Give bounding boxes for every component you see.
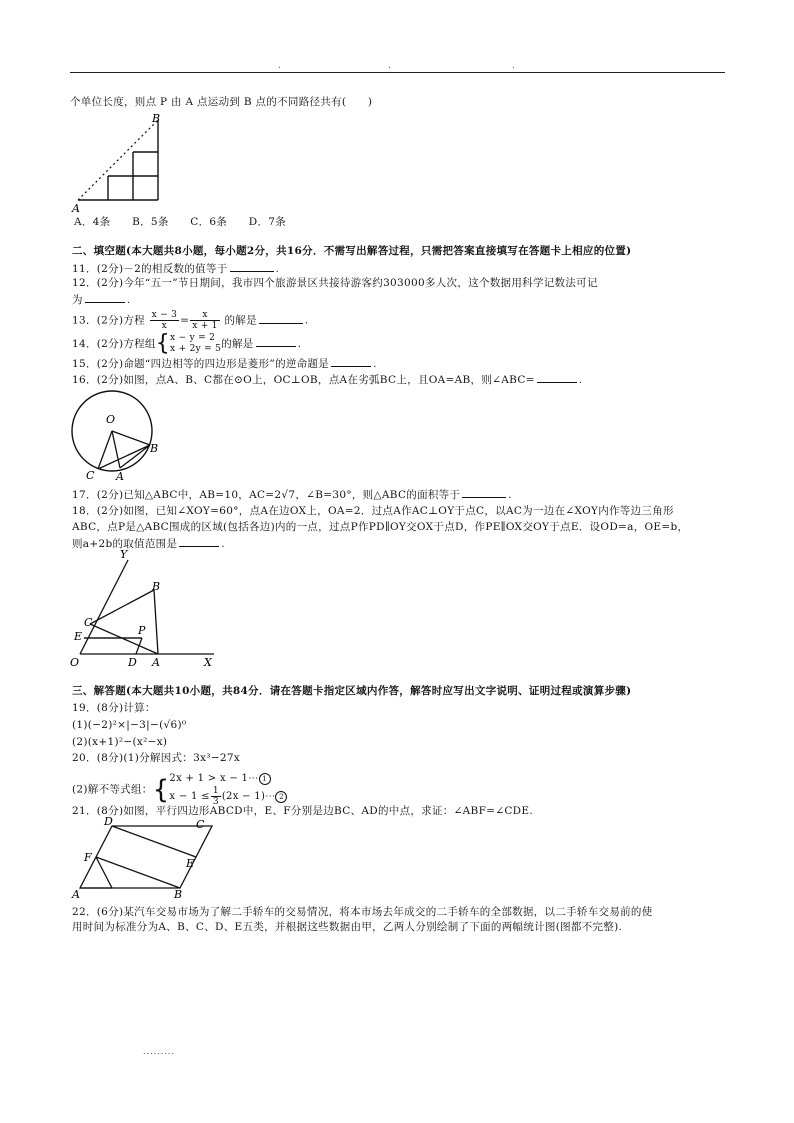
- q16-label-a: A: [116, 470, 124, 482]
- q14-eq1: x − y = 2: [170, 333, 216, 343]
- q18-line1: 18．(2分)如图，已知∠XOY=60°，点A在边OX上，OA=2．过点A作AC⊥OY于点C，以AC为一边在∠XOY内作等边三角形: [72, 505, 674, 517]
- q21-parallelogram-figure: [66, 814, 226, 902]
- q13-f1-den: x: [161, 321, 168, 331]
- section3-heading: 三、解答题(本大题共10小题，共84分．请在答题卡指定区域内作答，解答时应写出文字说明、证明过程或演算步骤): [72, 685, 632, 697]
- footer-dots: .........: [143, 1047, 175, 1056]
- q13-suffix: 的解是: [224, 314, 257, 327]
- header-dot: .: [388, 61, 391, 71]
- q16: [72, 373, 582, 387]
- q14-prefix: 14．(2分)方程组: [72, 338, 156, 350]
- header-dot: .: [512, 61, 515, 71]
- q16-text: 16．(2分)如图，点A、B、C都在⊙O上，OC⊥OB，点A在劣弧BC上，且OA=AB，则∠ABC=: [72, 374, 535, 386]
- q22-line2: 用时间为标准分为A、B、C、D、E五类，并根据这些数据由甲，乙两人分别绘制了下面的两幅统计图(图都不完整).: [72, 921, 623, 933]
- q16-blank: [537, 373, 577, 383]
- q11-end: .: [275, 263, 280, 275]
- q18-label-b: B: [152, 580, 161, 593]
- q18-label-a: A: [152, 656, 160, 669]
- q16-circle-figure: [66, 386, 166, 482]
- q21-label-b: B: [174, 888, 183, 901]
- q14-end: .: [297, 338, 302, 350]
- q18-label-e: E: [74, 630, 83, 643]
- q13-f2-den: x + 1: [192, 321, 218, 331]
- q12-line2: [72, 293, 130, 307]
- q18-label-x: X: [204, 656, 212, 669]
- q20-mark-2: 2: [275, 791, 287, 803]
- q18-label-o: O: [70, 656, 80, 669]
- q19-title: 19．(8分)计算：: [72, 702, 156, 714]
- q18-label-c: C: [84, 616, 93, 629]
- q21-label-e: E: [186, 857, 195, 870]
- header-rule: [70, 72, 725, 73]
- q10-label-a: A: [72, 202, 80, 214]
- q19-part1: (1)(−2)²×|−3|−(√6)⁰: [72, 719, 187, 731]
- q13-f1-num: x − 3: [151, 310, 178, 320]
- q10-options: A．4条 B．5条 C．6条 D．7条: [74, 216, 287, 228]
- q20-brace: {: [152, 774, 170, 805]
- q14-brace: {: [155, 331, 171, 356]
- q11-blank: [230, 262, 274, 272]
- q20-mark-1: 1: [259, 773, 271, 785]
- q15: [72, 357, 377, 371]
- q20-frac-den: 3: [212, 797, 219, 807]
- q18-angle-figure: [66, 546, 226, 672]
- q13-f2-num: x: [190, 310, 220, 321]
- q11-text: 11．(2分)－2的相反数的值等于: [72, 263, 228, 275]
- q12-end: .: [126, 294, 131, 306]
- q18-label-y: Y: [120, 548, 128, 561]
- q13-prefix: 13．(2分)方程: [72, 314, 145, 327]
- q20-ineq2-b: (2x − 1)⋯: [221, 791, 276, 802]
- q20-ineq1: 2x + 1 > x − 1⋯: [169, 773, 259, 784]
- q13-end: .: [304, 314, 309, 327]
- q12-line1: 12．(2分)今年“五一”节日期间，我市四个旅游景区共接待游客约303000多人次，这个数据用科学记数法可记: [72, 277, 598, 289]
- q15-text: 15．(2分)命题“四边相等的四边形是菱形”的逆命题是: [72, 358, 330, 370]
- q14: [72, 333, 301, 355]
- q17-end: .: [508, 489, 512, 501]
- q17-text: 17．(2分)已知△ABC中，AB=10，AC=2√7，∠B=30°，则△ABC的面积等于: [72, 489, 461, 501]
- q13-eq: =: [180, 314, 190, 327]
- q17-blank: [462, 488, 506, 498]
- q18-prefix: 则a+2b的取值范围是: [72, 538, 178, 550]
- q15-blank: [331, 357, 371, 367]
- q10-text: 个单位长度，则点 P 由 A 点运动到 B 点的不同路径共有( ): [70, 96, 373, 108]
- q13: [72, 310, 309, 331]
- q22-line1: 22．(6分)某汽车交易市场为了解二手轿车的交易情况，将本市场去年成交的二手轿车的全部数据，以二手轿车交易前的使: [72, 906, 653, 918]
- q21-label-f: F: [84, 851, 92, 864]
- q18-label-p: P: [138, 624, 146, 637]
- q16-label-c: C: [86, 469, 95, 482]
- q21-label-a: A: [72, 888, 80, 901]
- q16-label-o: O: [106, 413, 116, 426]
- q16-label-b: B: [150, 442, 159, 455]
- header-dot: .: [278, 61, 281, 71]
- q13-fraction-1: [150, 310, 180, 331]
- q11: [72, 262, 279, 276]
- q18-end: .: [221, 538, 225, 550]
- q10-label-b: B: [152, 112, 161, 125]
- q21-label-c: C: [196, 818, 205, 831]
- q12-prefix: 为: [72, 294, 83, 306]
- q20-frac-num: 1: [212, 786, 219, 796]
- q21-label-d: D: [104, 815, 113, 828]
- section2-heading: 二、填空题(本大题共8小题，每小题2分，共16分．不需写出解答过程，只需把答案直接填写在答题卡上相应的位置): [72, 245, 632, 257]
- q14-suffix: 的解是: [221, 338, 254, 350]
- q13-blank: [259, 314, 303, 324]
- q18-label-d: D: [128, 656, 137, 669]
- q20-fraction: [211, 786, 221, 807]
- q20-part2: [72, 772, 287, 807]
- q16-end: .: [578, 374, 583, 386]
- q20-system: [169, 772, 287, 807]
- q21-text: 21．(8分)如图，平行四边形ABCD中，E、F分别是边BC、AD的中点，求证：∠ABF=∠CDE.: [72, 805, 534, 817]
- q14-eq2: x + 2y = 5: [170, 344, 222, 354]
- q20-title: 20．(8分)(1)分解因式：3x³−27x: [72, 752, 241, 764]
- q20-prefix: (2)解不等式组：: [72, 783, 153, 796]
- q19-part2: (2)(x+1)²−(x²−x): [72, 736, 168, 748]
- q17: [72, 488, 512, 502]
- q12-blank: [85, 293, 125, 303]
- q20-ineq2-a: x − 1 ≤: [169, 791, 210, 802]
- q14-system: [170, 333, 221, 355]
- q10-grid-figure: [66, 112, 176, 214]
- q18-line2: ABC，点P是△ABC围成的区域(包括各边)内的一点，过点P作PD∥OY交OX于点D，作PE∥OX交OY于点E．设OD=a，OE=b，: [72, 521, 689, 533]
- q14-blank: [256, 337, 296, 347]
- q15-end: .: [373, 358, 377, 370]
- q13-fraction-2: [190, 310, 220, 331]
